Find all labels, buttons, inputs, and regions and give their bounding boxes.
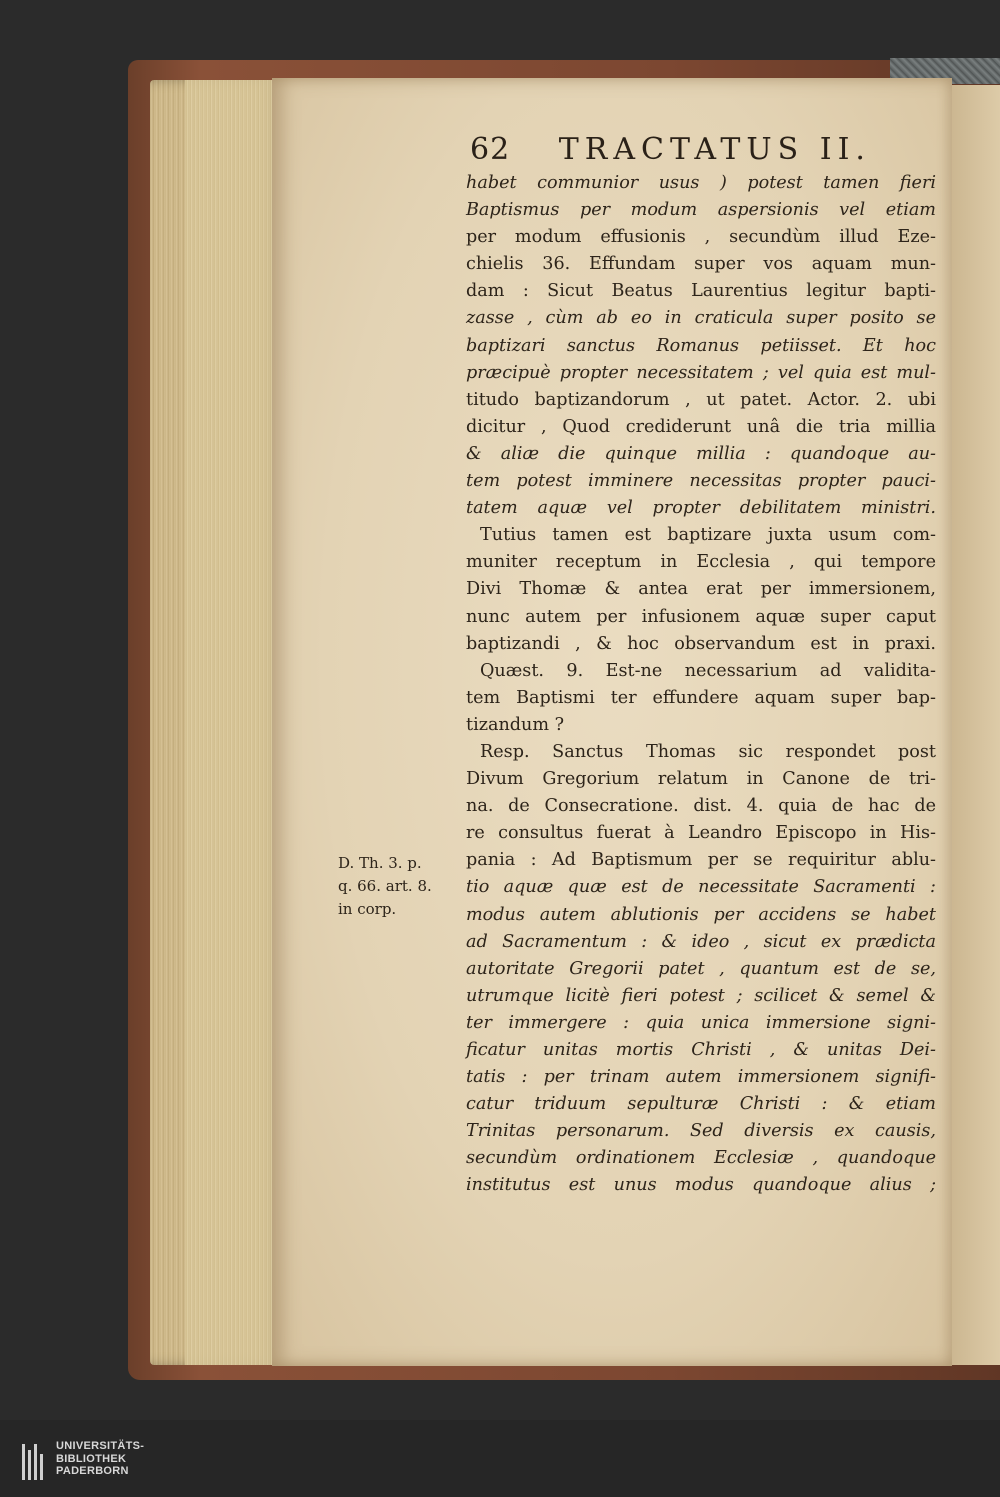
text-line: habet communior usus ) potest tamen fieri [466,173,936,193]
facing-page-sliver [950,85,1000,1365]
text-line: Resp. Sanctus Thomas sic respondet post [480,741,936,762]
text-line: dicitur , Quod crediderunt unâ die tria millia [466,416,936,437]
text-line: pania : Ad Baptismum per se requiritur ablu- [466,850,936,871]
margin-note-line: q. 66. art. 8. [338,877,432,895]
margin-note [338,852,463,921]
library-logo-icon [22,1444,50,1480]
text-line: zasse , cùm ab eo in craticula super posito se [466,308,936,329]
text-line: autoritate Gregorii patet , quantum est de se, [466,958,936,979]
text-line: tizandum ? [466,714,565,735]
text-line: tatem aquæ vel propter debilitatem ministri. [466,498,936,519]
text-line: per modum effusionis , secundùm illud Eze- [466,227,936,248]
library-name [56,1440,144,1478]
text-line: Divum Gregorium relatum in Canone de tri- [466,769,936,790]
text-line: ter immergere : quia unica immersione signi- [466,1012,936,1033]
text-line: tem potest imminere necessitas propter pauci- [466,471,936,492]
page-block-inner-edges [185,80,275,1365]
text-line: institutus est unus modus quandoque alius ; [466,1175,936,1196]
text-line: chielis 36. Effundam super vos aquam mun- [466,254,936,275]
library-name-line: BIBLIOTHEK [56,1452,127,1465]
page-title: TRACTATUS II. [558,132,871,167]
text-line: titudo baptizandorum , ut patet. Actor. 2. ubi [466,389,936,410]
text-line: catur triduum sepulturæ Christi : & etiam [466,1094,936,1115]
body-text [466,170,936,1200]
margin-note-line: D. Th. 3. p. [338,854,422,872]
text-line: utrumque licitè fieri potest ; scilicet & semel & [466,985,936,1006]
text-line: dam : Sicut Beatus Laurentius legitur bapti- [466,281,936,302]
library-name-line: UNIVERSITÄTS- [56,1440,145,1452]
text-line: modus autem ablutionis per accidens se habet [466,904,936,925]
text-line: re consultus fuerat à Leandro Episcopo in His- [466,823,936,844]
footer-bar [0,1420,1000,1497]
text-line: na. de Consecratione. dist. 4. quia de hac de [466,796,936,817]
text-line: ficatur unitas mortis Christi , & unitas Dei- [466,1040,936,1060]
text-line: muniter receptum in Ecclesia , qui tempore [466,552,936,573]
text-line: & aliæ die quinque millia : quandoque au- [466,443,936,464]
text-line: Trinitas personarum. Sed diversis ex causis, [466,1121,936,1142]
text-line: præcipuè propter necessitatem ; vel quia est mul- [466,362,936,383]
page-number: 62 [470,132,511,167]
text-line: nunc autem per infusionem aquæ super caput [466,606,936,627]
text-line: ad Sacramentum : & ideo , sicut ex prædicta [466,931,936,952]
text-line: Tutius tamen est baptizare juxta usum com- [480,525,936,546]
text-line: tatis : per trinam autem immersionem signifi- [466,1067,936,1088]
text-line: secundùm ordinationem Ecclesiæ , quandoque [466,1148,936,1169]
text-line: baptizari sanctus Romanus petiisset. Et hoc [466,335,936,356]
text-line: baptizandi , & hoc observandum est in praxi. [466,633,936,654]
library-name-line: PADERBORN [56,1465,129,1477]
text-line: Divi Thomæ & antea erat per immersionem, [466,579,936,600]
text-line: tio aquæ quæ est de necessitate Sacramenti : [466,877,936,898]
margin-note-line: in corp. [338,900,397,918]
text-line: Quæst. 9. Est-ne necessarium ad validita- [480,660,936,681]
running-head [470,132,930,167]
text-line: Baptismus per modum aspersionis vel etiam [466,200,936,221]
text-line: tem Baptismi ter effundere aquam super bap- [466,687,936,708]
